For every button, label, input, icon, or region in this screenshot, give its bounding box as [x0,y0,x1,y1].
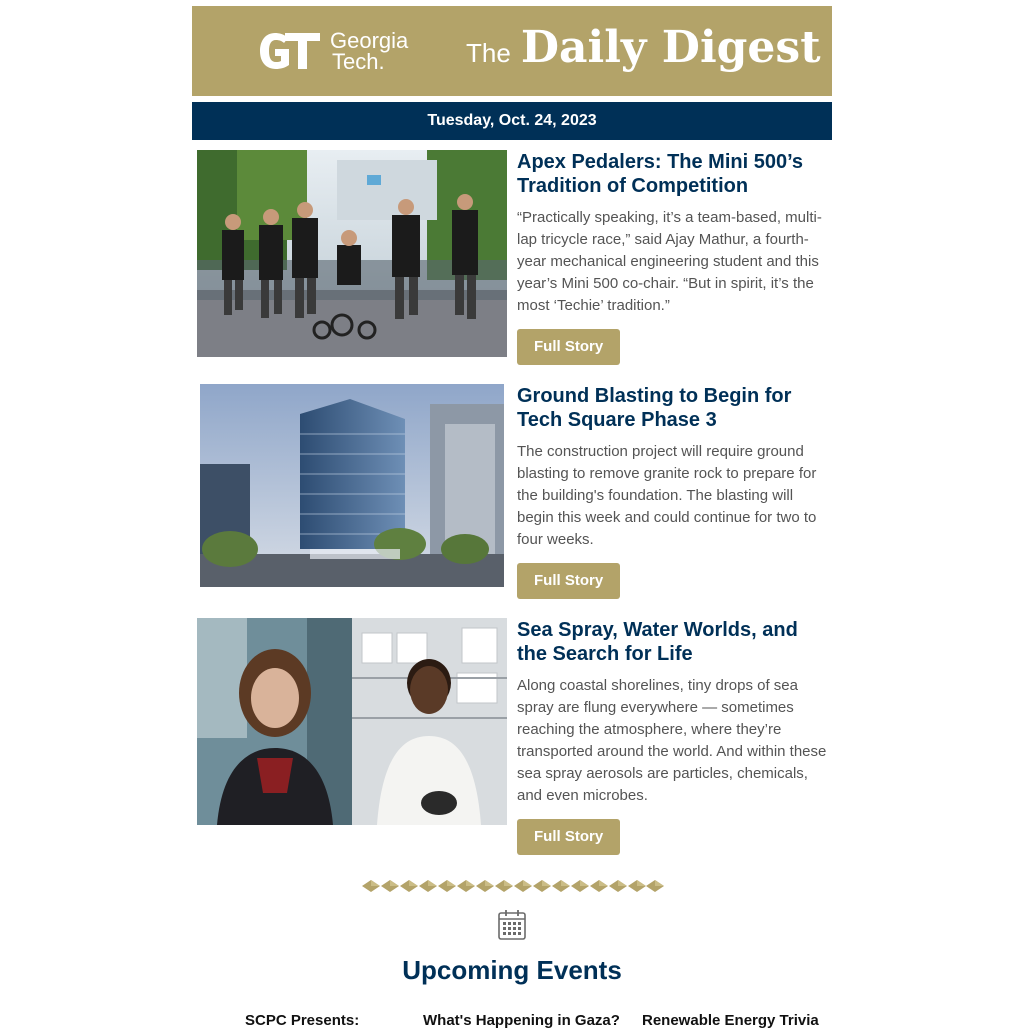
event-link-energy-trivia[interactable]: Renewable Energy Trivia [642,1012,819,1029]
issue-date: Tuesday, Oct. 24, 2023 [427,112,597,129]
full-story-button[interactable]: Full Story [517,819,620,855]
story-image-tech-square-rendering[interactable] [200,384,504,587]
story-title[interactable]: Ground Blasting to Begin for Tech Square Phase 3 [517,385,792,431]
masthead-daily-digest: Daily Digest [520,22,821,73]
story-image-tricycle-race[interactable] [197,150,507,357]
story-title[interactable]: Apex Pedalers: The Mini 500’s Tradition of Competition [517,151,804,197]
newsletter-title [466,22,821,73]
georgia-tech-logo[interactable] [258,30,408,72]
story-image-researchers[interactable] [197,618,507,825]
logo-line2: Tech. [332,49,385,74]
calendar-icon [497,908,527,946]
event-link-gaza[interactable]: What's Happening in Gaza? [423,1012,620,1029]
header-banner [192,6,832,96]
story-content [517,384,827,599]
story-summary: The construction project will require ground blasting to remove granite rock to prepare for the building's foundation. The blasting will begin this week and could continue for two to four weeks. [517,443,817,548]
full-story-button[interactable]: Full Story [517,563,620,599]
full-story-button[interactable]: Full Story [517,329,620,365]
story-content [517,618,827,855]
decorative-divider [362,878,664,899]
upcoming-events-heading: Upcoming Events [402,955,622,985]
email-container [192,6,832,140]
date-banner [192,102,832,140]
masthead-the: The [466,38,511,68]
logo-wordmark [330,30,408,72]
story-summary: “Practically speaking, it’s a team-based, multi-lap tricycle race,” said Ajay Mathur, a fourth-year mechanical engineering student and this year’s Mini 500 co-chair. “But in spirit, it’s the most ‘Techie’ tradition.” [517,209,822,314]
logo-line1: Georgia [330,28,409,53]
story-summary: Along coastal shorelines, tiny drops of sea spray are flung everywhere — sometimes reaching the atmosphere, where they’re transported around the world. And within these sea spray aerosols are particles, chemicals, and even microbes. [517,677,827,804]
story-content [517,150,827,365]
story-title[interactable]: Sea Spray, Water Worlds, and the Search for Life [517,619,798,665]
gt-monogram-icon [258,31,322,71]
event-link-scpc[interactable]: SCPC Presents: [245,1012,360,1029]
